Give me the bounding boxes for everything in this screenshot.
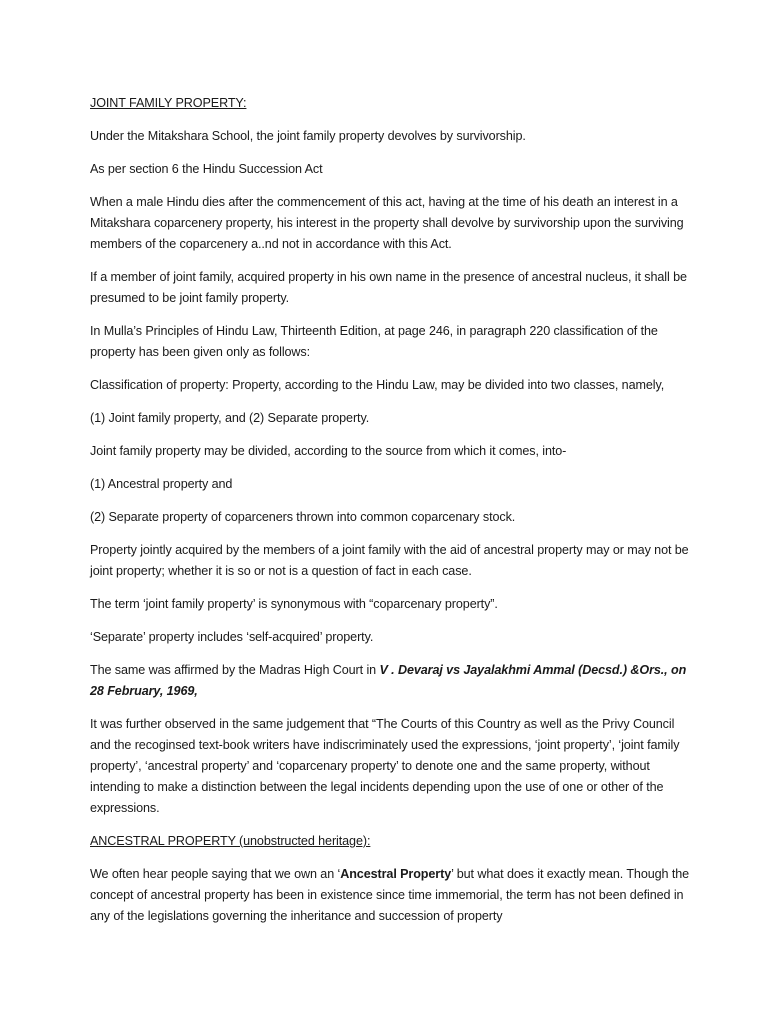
case-citation: V . Devaraj vs Jayalakhmi Ammal (Decsd.) &Ors., on 28 February, 1969,	[90, 663, 687, 698]
paragraph-mitakshara: Under the Mitakshara School, the joint family property devolves by survivorship.	[90, 129, 526, 143]
document-body	[90, 93, 690, 939]
paragraph-section-6: As per section 6 the Hindu Succession Act	[90, 162, 323, 176]
paragraph-ancestral-lead: We often hear people saying that we own an ‘	[90, 867, 341, 881]
heading-ancestral-property: ANCESTRAL PROPERTY (unobstructed heritage):	[90, 834, 371, 848]
paragraph-separate-property-item: (2) Separate property of coparceners thrown into common coparcenary stock.	[90, 510, 516, 524]
paragraph-synonymous: The term ‘joint family property’ is synonymous with “coparcenary property”.	[90, 597, 498, 611]
paragraph-madras-lead: The same was affirmed by the Madras High Court in	[90, 663, 380, 677]
paragraph-ancestral-meaning	[90, 864, 690, 927]
paragraph-ancestral-tail: ’ but what does it exactly mean. Though the concept of ancestral property has been in existence since time immemorial, the term has not been defined in any of the legislations governing the inheritance and succession of property	[90, 867, 690, 923]
paragraph-classification: Classification of property: Property, according to the Hindu Law, may be divided into two classes, namely,	[90, 378, 665, 392]
paragraph-male-hindu-dies: When a male Hindu dies after the commencement of this act, having at the time of his death an interest in a Mitakshara coparcenery property, his interest in the property shall devolve by survivorship upon the surviving members of the coparcenery a..nd not in accordance with this Act.	[90, 195, 684, 251]
paragraph-madras-high-court	[90, 660, 690, 702]
paragraph-ancestral-nucleus: If a member of joint family, acquired property in his own name in the presence of ancestral nucleus, it shall be presumed to be joint family property.	[90, 270, 687, 305]
paragraph-two-classes: (1) Joint family property, and (2) Separate property.	[90, 411, 370, 425]
paragraph-divided-source: Joint family property may be divided, according to the source from which it comes, into-	[90, 444, 567, 458]
paragraph-separate-includes: ‘Separate’ property includes ‘self-acquired’ property.	[90, 630, 374, 644]
ancestral-property-term: Ancestral Property	[340, 867, 452, 881]
paragraph-mulla-principles: In Mulla’s Principles of Hindu Law, Thirteenth Edition, at page 246, in paragraph 220 classification of the property has been given only as follows:	[90, 324, 658, 359]
paragraph-ancestral-property-item: (1) Ancestral property and	[90, 477, 233, 491]
heading-joint-family-property: JOINT FAMILY PROPERTY:	[90, 96, 247, 110]
paragraph-jointly-acquired: Property jointly acquired by the members of a joint family with the aid of ancestral property may or may not be joint property; whether it is so or not is a question of fact in each case.	[90, 543, 689, 578]
paragraph-further-observed: It was further observed in the same judgement that “The Courts of this Country as well as the Privy Council and the recoginsed text-book writers have indiscriminately used the expressions, ‘joint property’, ‘joint family property’, ‘ancestral property’ and ‘coparcenary property’ to denote one and the same property, without intending to make a distinction between the legal incidents depending upon the use of one or other of the expressions.	[90, 717, 680, 815]
